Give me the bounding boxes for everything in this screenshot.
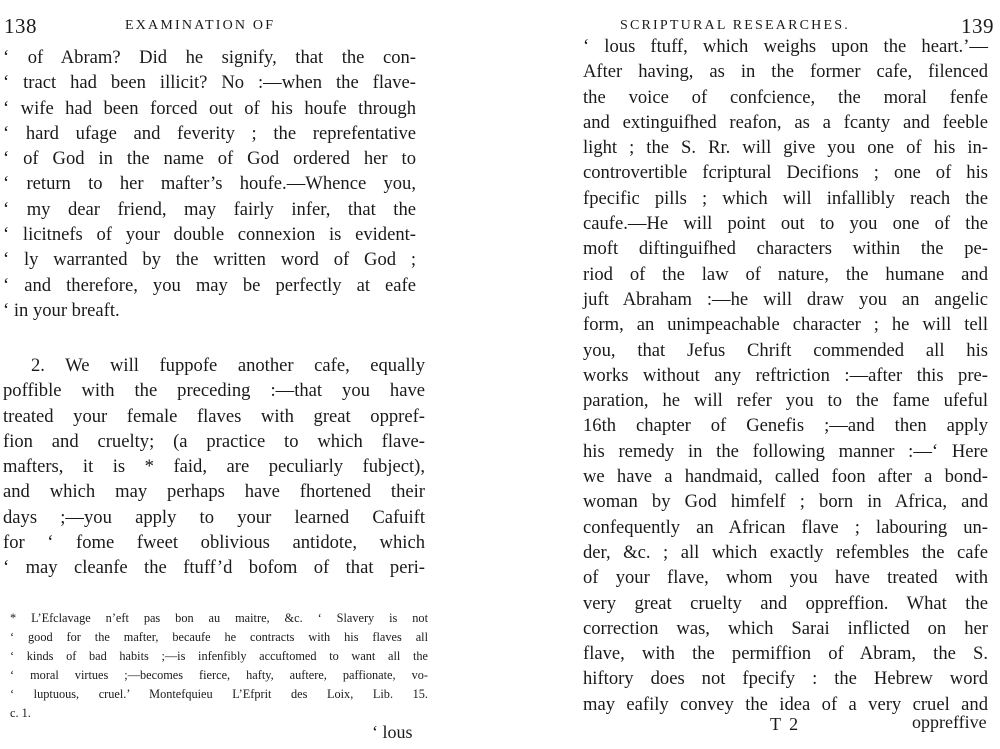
text-line: ‘ wife had been forced out of his houfe through	[3, 97, 416, 119]
text-line: controvertible fcriptural Decifions ; one of his	[583, 162, 988, 184]
text-line: ‘ lous ftuff, which weighs upon the heart.’—	[583, 36, 988, 57]
text-line: days ;—you apply to your learned Cafuift	[3, 506, 425, 528]
text-line: confequently an African flave ; labouring un-	[583, 516, 988, 538]
right-page	[560, 0, 1000, 749]
paragraph-2	[3, 353, 425, 581]
right-page-body	[583, 34, 988, 717]
text-line: poffible with the preceding :—that you have	[3, 380, 425, 402]
footnote	[10, 609, 428, 723]
running-head-left	[0, 12, 445, 38]
text-line: mafters, it is * faid, are peculiarly fubject),	[3, 456, 425, 478]
text-line: we have a handmaid, called foon after a bond-	[583, 466, 988, 488]
text-line: After having, as in the former cafe, filenced	[583, 61, 988, 83]
text-line: ‘ and therefore, you may be perfectly at eafe	[3, 274, 416, 296]
page-number-right: 139	[961, 14, 994, 38]
text-line: ‘ hard ufage and feverity ; the reprefentative	[3, 122, 416, 144]
catchword-left: ‘ lous	[372, 722, 413, 742]
text-line: and extinguifhed reafon, as a fcanty and feeble	[583, 111, 988, 133]
left-page	[0, 0, 445, 749]
text-line: moft diftinguifhed characters within the pe-	[583, 238, 988, 260]
text-line: ‘ licitnefs of your double connexion is evident-	[3, 224, 416, 246]
text-line: you, that Jefus Chrift commended all his	[583, 339, 988, 361]
text-line: flave, with the permiffion of Abram, the S.	[583, 643, 988, 665]
paragraph-1	[3, 45, 416, 323]
signature-mark: T 2	[770, 714, 801, 734]
text-line: very great cruelty and oppreffion. What the	[583, 592, 988, 614]
footnote-line: c. 1.	[10, 706, 31, 720]
running-head-title-left: EXAMINATION OF	[125, 18, 276, 33]
page-number-left: 138	[4, 14, 37, 38]
text-line: caufe.—He will point out to you one of the	[583, 213, 988, 235]
footnote-line: ‘ moral virtues ;—becomes fierce, hafty, auftere, paffionate, vo-	[10, 668, 428, 682]
text-line: ‘ in your breaft.	[3, 299, 120, 321]
text-line: 16th chapter of Genefis ;—and then apply	[583, 415, 988, 437]
text-line: ‘ tract had been illicit? No :—when the flave-	[3, 72, 416, 94]
text-line: form, an unimpeachable character ; he will tell	[583, 314, 988, 336]
running-head-title-right: SCRIPTURAL RESEARCHES.	[620, 18, 850, 33]
text-line: ‘ of Abram? Did he signify, that the con-	[3, 47, 416, 68]
text-line: 2. We will fuppofe another cafe, equally	[31, 355, 425, 376]
text-line: works without any reftriction :—after this pre-	[583, 364, 988, 386]
text-line: fpecific pills ; which will infallibly reach the	[583, 187, 988, 209]
footnote-line: ‘ kinds of bad habits ;—is infenfibly accuftomed to want all the	[10, 649, 428, 663]
text-line: light ; the S. Rr. will give you one of his in-	[583, 137, 988, 159]
text-line: ‘ return to her mafter’s houfe.—Whence you,	[3, 173, 416, 195]
text-line: ‘ ly warranted by the written word of God ;	[3, 249, 416, 271]
text-line: and which may perhaps have fhortened their	[3, 481, 425, 503]
text-line: juft Abraham :—he will draw you an angelic	[583, 288, 988, 310]
text-line: ‘ may cleanfe the ftuff’d bofom of that peri-	[3, 557, 425, 579]
footnote-line: ‘ luptuous, cruel.’ Montefquieu L’Efprit des Loix, Lib. 15.	[10, 687, 428, 701]
text-line: ‘ of God in the name of God ordered her to	[3, 148, 416, 170]
text-line: may eafily convey the idea of a very cruel and	[583, 693, 988, 715]
text-line: woman by God himfelf ; born in Africa, and	[583, 491, 988, 513]
text-line: for ‘ fome fweet oblivious antidote, which	[3, 532, 425, 554]
footnote-line: * L’Efclavage n’eft pas bon au maitre, &c. ‘ Slavery is not	[10, 611, 428, 625]
text-line: of your flave, whom you have treated with	[583, 567, 988, 589]
text-line: the voice of confcience, the moral fenfe	[583, 86, 988, 108]
text-line: paration, he will refer you to the fame ufeful	[583, 390, 988, 412]
text-line: his remedy in the following manner :—‘ Here	[583, 440, 988, 462]
text-line: hiftory does not fpecify : the Hebrew word	[583, 668, 988, 690]
text-line: correction was, which Sarai inflicted on her	[583, 617, 988, 639]
text-line: fion and cruelty; (a practice to which flave-	[3, 430, 425, 452]
text-line: der, &c. ; all which exactly refembles the cafe	[583, 541, 988, 563]
catchword-right: oppreffive	[912, 712, 987, 732]
text-line: treated your female flaves with great oppref-	[3, 405, 425, 427]
footnote-line: ‘ good for the mafter, becaufe he contracts with his flaves all	[10, 630, 428, 644]
text-line: riod of the law of nature, the humane and	[583, 263, 988, 285]
text-line: ‘ my dear friend, may fairly infer, that the	[3, 198, 416, 220]
